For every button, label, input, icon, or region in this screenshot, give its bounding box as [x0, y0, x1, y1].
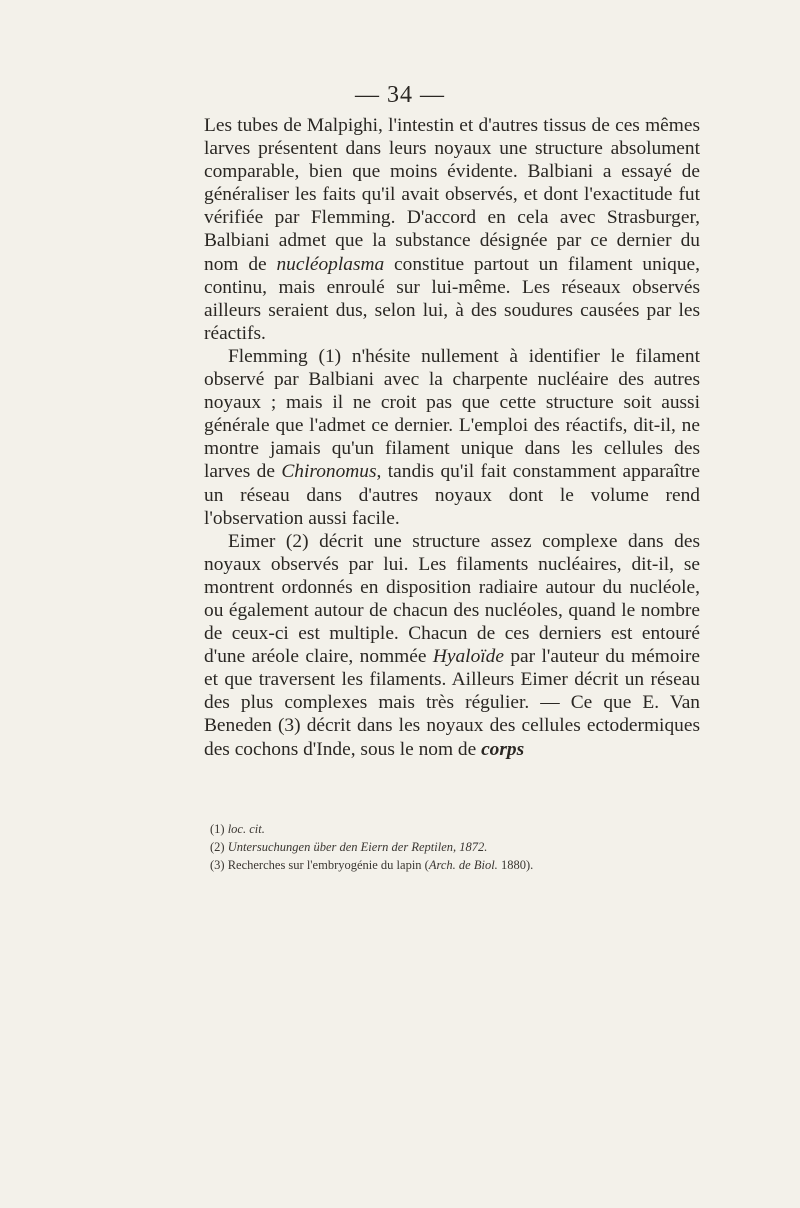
- footnote-1-text: loc. cit.: [227, 822, 265, 836]
- paragraph-3: [204, 530, 700, 761]
- footnote-3-year: 1880).: [497, 858, 534, 872]
- paragraph-1: [204, 114, 700, 345]
- paragraph-2-segment-1: Flemming (1) n'hésite nullement à identifier le filament observé par Balbiani avec la charpente nucléaire des autres noyaux ; mais il ne croit pas que cette structure soit aussi générale que l'admet ce dernier. L'emploi des réactifs, dit-il, ne montre jamais qu'un filament unique dans les cellules des larves de: [204, 345, 700, 483]
- page-number: — 34 —: [355, 82, 445, 108]
- footnote-2: [210, 838, 630, 856]
- footnote-2-text: Untersuchungen über den Eiern der Reptilen, 1872.: [227, 840, 488, 854]
- footnote-1-marker: (1): [210, 822, 228, 836]
- footnote-3-text: (3) Recherches sur l'embryogénie du lapin (: [210, 858, 429, 872]
- paragraph-3-segment-3: par l'auteur du mémoire et que traversent les filaments. Ailleurs Eimer décrit un réseau des plus complexes mais très régulier. — Ce que E. Van Beneden (3) décrit dans les noyaux des cellules ectodermiques des cochons d'Inde, sous le nom de: [204, 646, 700, 760]
- paragraph-1-segment-2: nucléoplasma: [276, 253, 385, 275]
- footnote-3-journal: Arch. de Biol.: [428, 858, 498, 872]
- footnotes: [210, 820, 630, 874]
- paragraph-1-segment-1: Les tubes de Malpighi, l'intestin et d'autres tissus de ces mêmes larves présentent dans leurs noyaux une structure absolument comparable, bien que moins évidente. Balbiani a essayé de généraliser les faits qu'il avait observés, et dont l'exactitude fut vérifiée par Flemming. D'accord en cela avec Strasburger, Balbiani admet que la substance désignée par ce dernier du nom de: [204, 115, 700, 275]
- paragraph-1-segment-3: constitue partout un filament unique, continu, mais enroulé sur lui-même. Les réseaux observés ailleurs seraient dus, selon lui, à des soudures causées par les réactifs.: [204, 253, 700, 344]
- footnote-3: [210, 856, 630, 874]
- paragraph-2-segment-2: Chironomus: [281, 461, 377, 483]
- paragraph-3-segment-2: Hyaloïde: [432, 646, 504, 668]
- paragraph-2-segment-3: , tandis qu'il fait constamment apparaître un réseau dans d'autres noyaux dont le volume rend l'observation aussi facile.: [204, 461, 700, 529]
- paragraph-3-segment-1: Eimer (2) décrit une structure assez complexe dans des noyaux observés par lui. Les filaments nucléaires, dit-il, se montrent ordonnés en disposition radiaire autour du nucléole, ou également autour de chacun des nucléoles, quand le nombre de ceux-ci est multiple. Chacun de ces derniers est entouré d'une aréole claire, nommée: [204, 530, 700, 668]
- paragraph-3-segment-4: corps: [481, 738, 525, 760]
- footnote-2-marker: (2): [210, 840, 228, 854]
- paragraph-2: [204, 345, 700, 530]
- body-text: [204, 114, 700, 761]
- footnote-1: [210, 820, 630, 838]
